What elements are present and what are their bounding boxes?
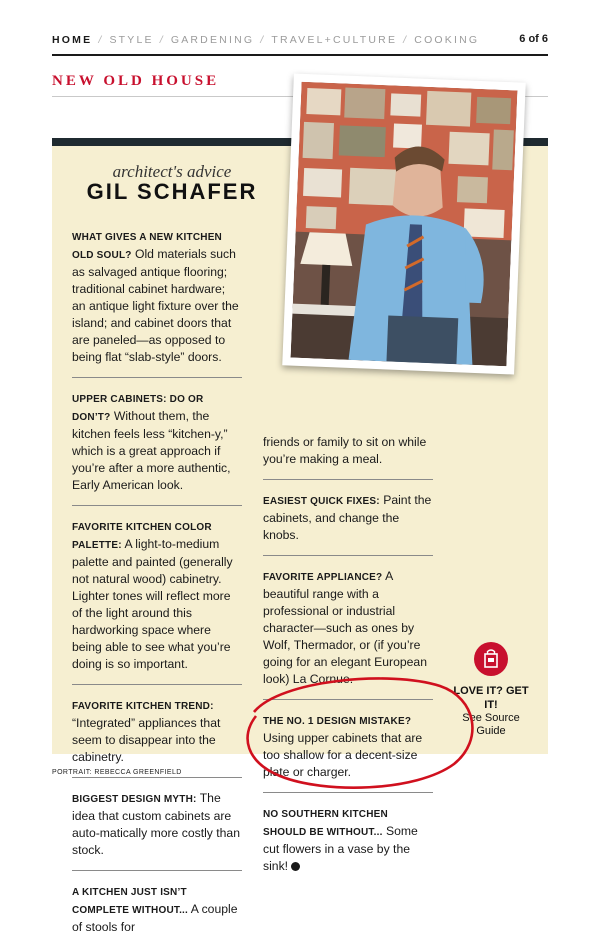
nav-style[interactable]: STYLE [109, 34, 154, 46]
advice-column-2 [263, 434, 433, 875]
divider [263, 479, 433, 480]
nav-separator: / [159, 34, 165, 46]
kicker: architect's advice [112, 162, 232, 181]
question: THE NO. 1 DESIGN MISTAKE? [263, 716, 412, 727]
question: BIGGEST DESIGN MYTH: [72, 794, 197, 805]
nav-separator: / [260, 34, 266, 46]
red-circle-annotation [240, 676, 488, 796]
answer: “Integrated” appliances that seem to disappear into the cabinetry. [72, 716, 221, 764]
divider [72, 870, 242, 871]
qa-item [72, 697, 242, 766]
shopping-bag-icon [474, 642, 508, 676]
advice-column-1 [72, 228, 242, 936]
divider [263, 555, 433, 556]
answer: Paint the cabinets, and change the knobs. [263, 493, 432, 542]
question: FAVORITE KITCHEN TREND: [72, 701, 214, 712]
divider [72, 377, 242, 378]
answer: The idea that custom cabinets are auto-matically more costly than stock. [72, 791, 240, 857]
qa-item [263, 805, 433, 875]
portrait-illustration [291, 82, 518, 366]
qa-item [72, 390, 242, 494]
question: NO SOUTHERN KITCHEN SHOULD BE WITHOUT... [263, 809, 388, 838]
answer: Using upper cabinets that are too shallow for a decent-size plate or charger. [263, 731, 423, 779]
nav-home[interactable]: HOME [52, 34, 93, 46]
section-divider [52, 96, 302, 97]
section-title: NEW OLD HOUSE [52, 73, 220, 89]
question: UPPER CABINETS: DO OR DON’T? [72, 394, 204, 423]
page-indicator: 6 of 6 [519, 33, 548, 45]
qa-item [263, 568, 433, 688]
qa-item [263, 492, 433, 544]
answer: Without them, the kitchen feels less “kitchen-y,” which is a great approach if you’re after a more authentic, Early American look. [72, 409, 231, 492]
nav-divider [52, 54, 548, 56]
divider [72, 684, 242, 685]
top-navigation [0, 0, 600, 56]
question: A KITCHEN JUST ISN’T COMPLETE WITHOUT... [72, 887, 189, 916]
continuation-text: friends or family to sit on while you’re making a meal. [263, 435, 427, 466]
promo-title: LOVE IT? GET IT! [453, 685, 529, 711]
qa-item [72, 790, 242, 859]
answer: A light-to-medium palette and painted (generally not natural wood) cabinetry. Lighter tones will reflect more of the light around this hardworking space where being able to see what you’re doing is so important. [72, 537, 233, 671]
qa-item [72, 883, 242, 936]
source-guide-badge[interactable] [474, 642, 508, 676]
page-title: GIL SCHAFER [86, 179, 258, 204]
divider [72, 505, 242, 506]
answer: Some cut flowers in a vase by the sink! [263, 824, 418, 873]
question: WHAT GIVES A NEW KITCHEN OLD SOUL? [72, 232, 222, 261]
question: EASIEST QUICK FIXES: [263, 496, 380, 507]
portrait-image [291, 82, 518, 366]
question: FAVORITE APPLIANCE? [263, 572, 383, 583]
answer: A couple of stools for [72, 902, 238, 934]
photo-credit: PORTRAIT: REBECCA GREENFIELD [52, 769, 182, 776]
nav-gardening[interactable]: GARDENING [170, 34, 255, 46]
question: FAVORITE KITCHEN COLOR PALETTE: [72, 522, 212, 551]
answer: Old materials such as salvaged antique flooring; traditional cabinet hardware; an antique light fixture over the island; and cabinet doors that are paneled—as opposed to being flat “slab-style” doors. [72, 247, 239, 364]
nav-cooking[interactable]: COOKING [414, 34, 480, 46]
source-guide-link[interactable]: See Source Guide [462, 712, 520, 737]
nav-separator: / [403, 34, 409, 46]
divider [72, 777, 242, 778]
nav-separator: / [98, 34, 104, 46]
answer: A beautiful range with a professional or industrial character—such as ones by Wolf, Thermador, or (if you’re going for an elegant European look) La Cornue. [263, 569, 427, 686]
qa-item [72, 518, 242, 673]
nav-links [52, 34, 479, 46]
portrait-photo [282, 73, 526, 374]
qa-item [72, 228, 242, 366]
end-mark-icon [291, 862, 300, 871]
nav-travel-culture[interactable]: TRAVEL+CULTURE [271, 34, 398, 46]
